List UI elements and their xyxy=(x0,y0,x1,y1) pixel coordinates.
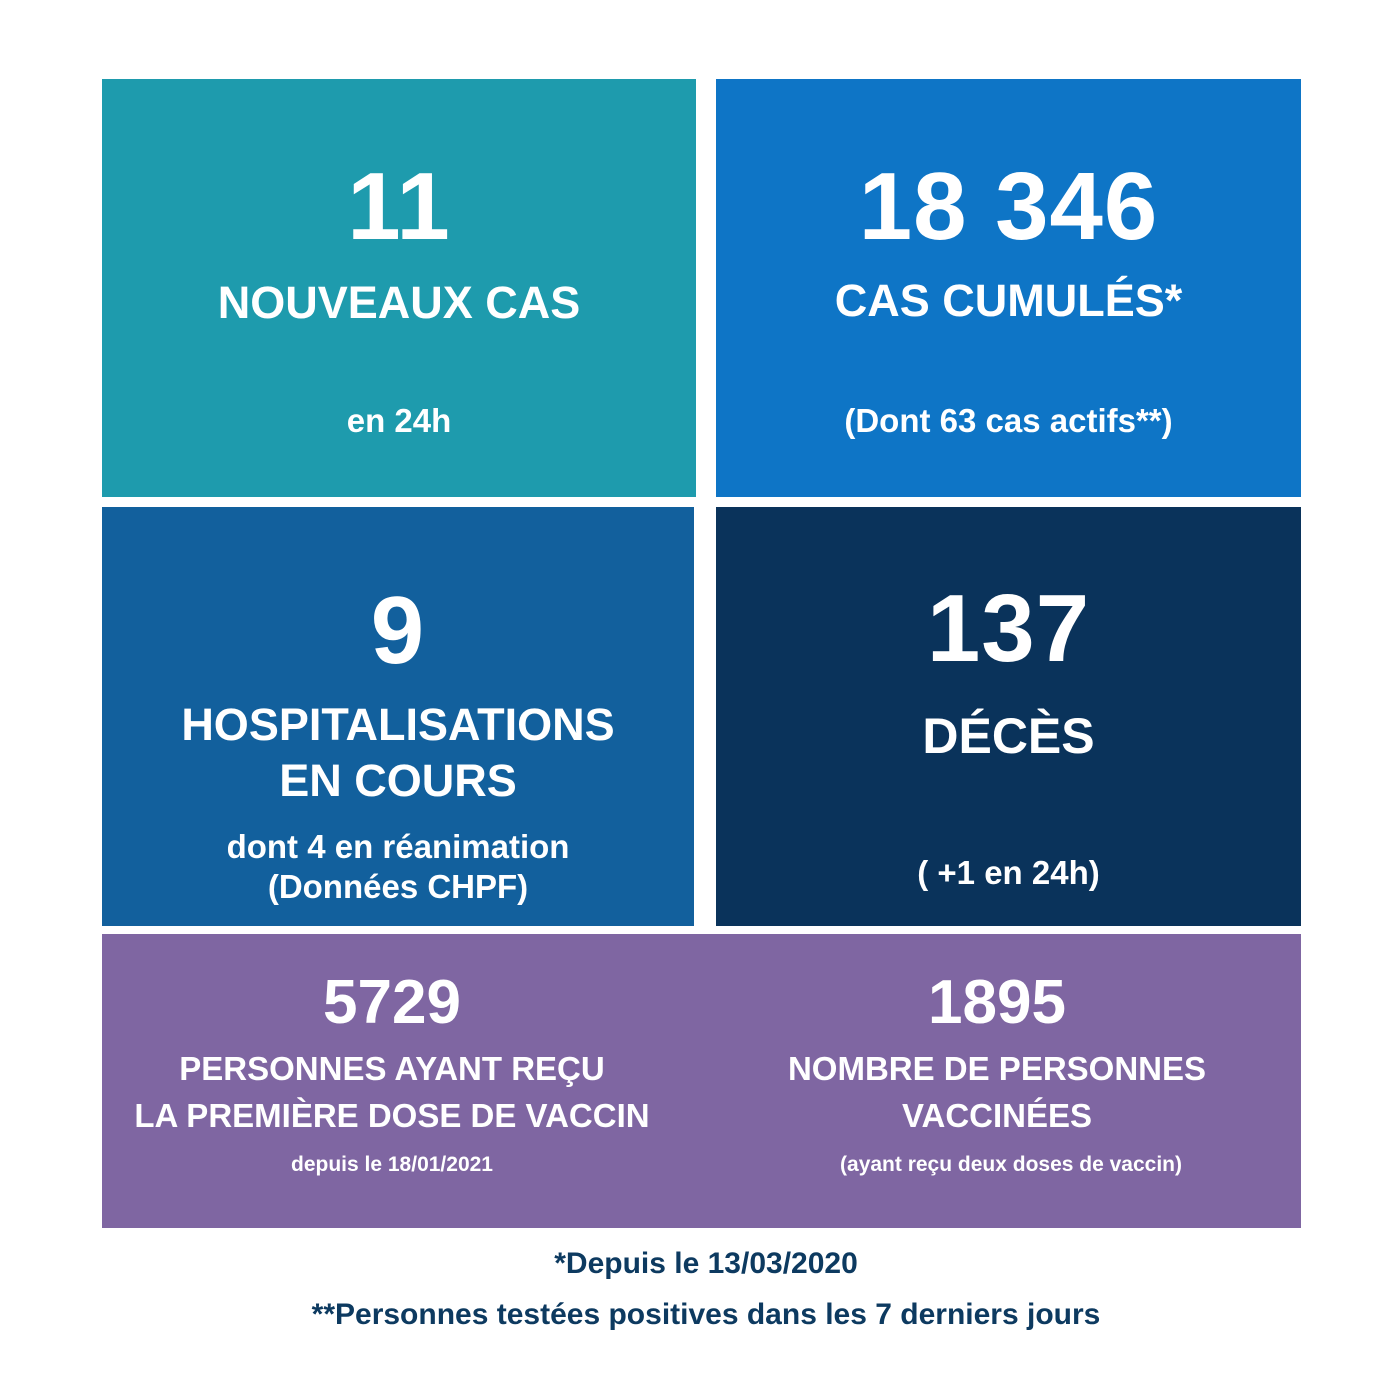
first-dose-since: depuis le 18/01/2021 xyxy=(291,1153,493,1176)
fully-vaccinated-block xyxy=(702,934,1292,1228)
hospitalisations-label-line1: HOSPITALISATIONS xyxy=(181,699,615,750)
active-cases-note: (Dont 63 cas actifs**) xyxy=(844,402,1173,439)
deaths-value: 137 xyxy=(926,575,1091,682)
deaths-label: DÉCÈS xyxy=(922,708,1095,764)
deaths-24h-note: ( +1 en 24h) xyxy=(917,854,1100,891)
data-source-note: (Données CHPF) xyxy=(267,867,529,905)
icu-note: dont 4 en réanimation xyxy=(226,828,570,865)
fully-vaccinated-value: 1895 xyxy=(928,968,1066,1037)
cumulative-cases-value: 18 346 xyxy=(858,153,1159,260)
new-cases-value: 11 xyxy=(347,153,451,260)
hospitalisations-value: 9 xyxy=(370,577,426,684)
new-cases-tile xyxy=(102,79,696,497)
fully-vaccinated-label xyxy=(702,1046,1292,1140)
vaccination-panel xyxy=(102,934,1301,1228)
footnote-since-date: *Depuis le 13/03/2020 xyxy=(554,1247,858,1280)
cumulative-cases-label: CAS CUMULÉS* xyxy=(834,275,1183,326)
hospitalisations-label xyxy=(102,697,694,810)
first-dose-label-line2: LA PREMIÈRE DOSE DE VACCIN xyxy=(134,1096,650,1134)
fully-vaccinated-label-line1: NOMBRE DE PERSONNES xyxy=(787,1050,1207,1087)
hospitalisations-tile xyxy=(102,507,694,926)
hospitalisations-label-line2: EN COURS xyxy=(279,755,517,807)
footnote-active-definition: **Personnes testées positives dans les 7 derniers jours xyxy=(311,1298,1101,1331)
first-dose-label xyxy=(102,1046,682,1140)
new-cases-period: en 24h xyxy=(346,402,452,439)
fully-vaccinated-note: (ayant reçu deux doses de vaccin) xyxy=(840,1153,1182,1176)
new-cases-label: NOUVEAUX CAS xyxy=(217,277,581,328)
cumulative-cases-tile xyxy=(716,79,1301,497)
first-dose-value: 5729 xyxy=(323,968,461,1037)
hospitalisations-note xyxy=(102,827,694,906)
deaths-tile xyxy=(716,507,1301,926)
fully-vaccinated-label-line2: VACCINÉES xyxy=(901,1096,1093,1134)
first-dose-block xyxy=(102,934,682,1228)
first-dose-label-line1: PERSONNES AYANT REÇU xyxy=(179,1050,605,1087)
